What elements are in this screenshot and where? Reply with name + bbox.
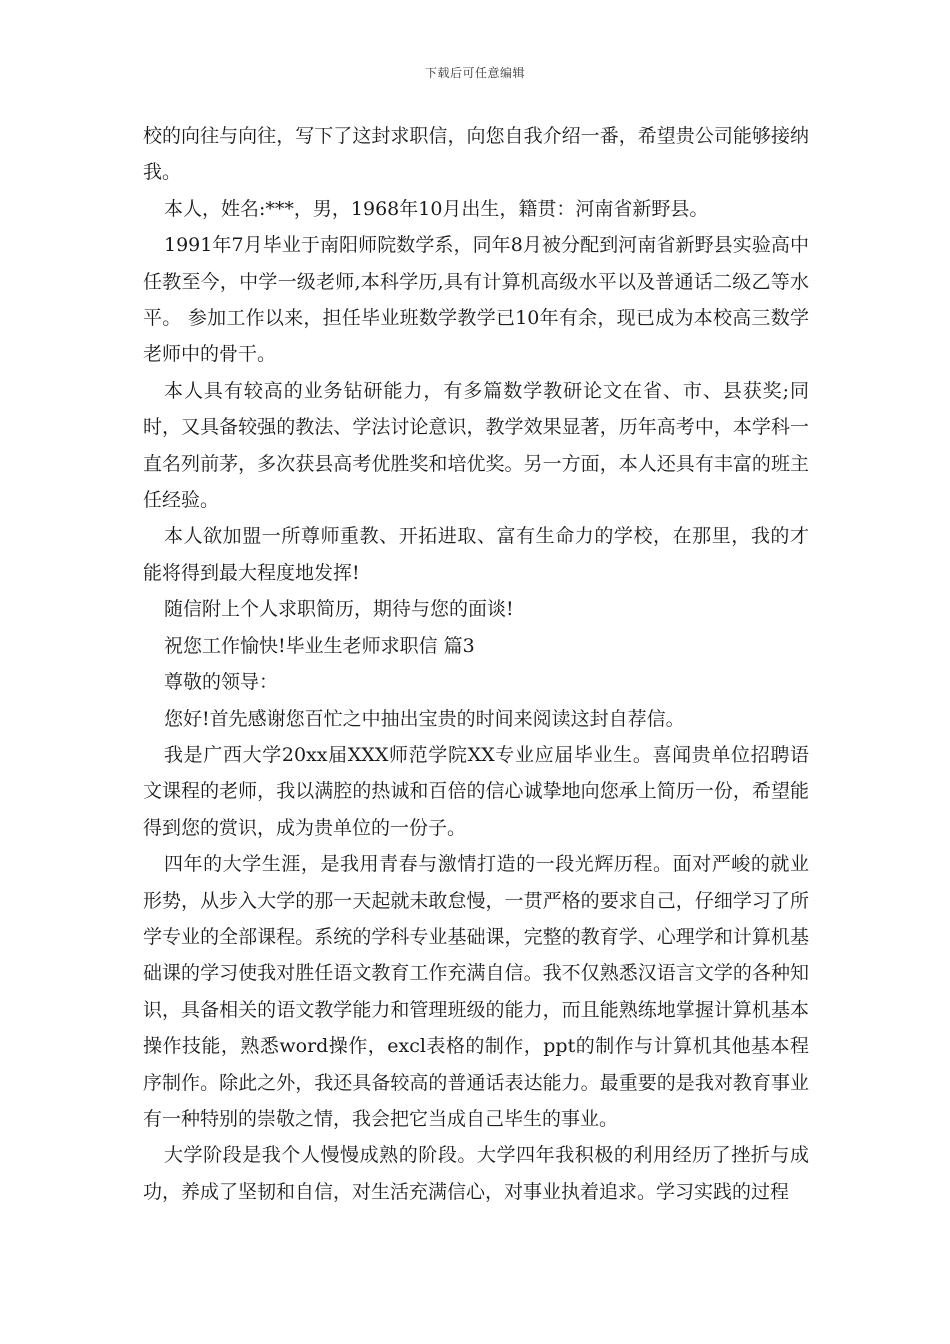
paragraph-growth: 大学阶段是我个人慢慢成熟的阶段。大学四年我积极的利用经历了挫折与成功，养成了坚韧和自信，对生活充满信心，对事业执着追求。学习实践的过程 — [143, 1144, 809, 1203]
section-heading: 祝您工作愉快!毕业生老师求职信 篇3 — [164, 634, 475, 657]
paragraph-3: 1991年7月毕业于南阳师院数学系，同年8月被分配到河南省新野县实验高中任教至今，中学一级老师,本科学历,具有计算机高级水平以及普通话二级乙等水平。 参加工作以来，担任毕业班数学教学已10年有余，现已成为本校高三数学老师中的骨干。 — [143, 234, 809, 366]
greeting: 您好!首先感谢您百忙之中抽出宝贵的时间来阅读这封自荐信。 — [164, 707, 685, 730]
salutation: 尊敬的领导： — [164, 671, 279, 694]
paragraph-5: 本人欲加盟一所尊师重教、开拓进取、富有生命力的学校，在那里，我的才能将得到最大程度地发挥! — [143, 525, 809, 584]
paragraph-4: 本人具有较高的业务钻研能力，有多篇数学教研论文在省、市、县获奖;同时，又具备较强的教法、学法讨论意识，教学效果显著，历年高考中，本学科一直名列前茅，多次获县高考优胜奖和培优奖。另一方面，本人还具有丰富的班主任经验。 — [143, 379, 809, 512]
page-header-note: 下载后可任意编辑 — [424, 66, 525, 80]
paragraph-1: 校的向往与向往，写下了这封求职信，向您自我介绍一番，希望贵公司能够接纳我。 — [143, 125, 809, 184]
paragraph-6: 随信附上个人求职简历，期待与您的面谈! — [164, 598, 514, 621]
letter-body — [143, 118, 809, 1210]
paragraph-introduction: 我是广西大学20xx届XXX师范学院XX专业应届毕业生。喜闻贵单位招聘语文课程的老师，我以满腔的热诚和百倍的信心诚挚地向您承上简历一份，希望能得到您的赏识，成为贵单位的一份子。 — [143, 743, 809, 839]
paragraph-university: 四年的大学生涯，是我用青春与激情打造的一段光辉历程。面对严峻的就业形势，从步入大学的那一天起就未敢怠慢，一贯严格的要求自己，仔细学习了所学专业的全部课程。系统的学科专业基础课，完整的教育学、心理学和计算机基础课的学习使我对胜任语文教育工作充满自信。我不仅熟悉汉语言文学的各种知识，具备相关的语文教学能力和管理班级的能力，而且能熟练地掌握计算机基本操作技能，熟悉word操作，excl表格的制作，ppt的制作与计算机其他基本程序制作。除此之外，我还具备较高的普通话表达能力。最重要的是我对教育事业有一种特别的崇敬之情，我会把它当成自己毕生的事业。 — [143, 853, 809, 1130]
paragraph-2: 本人，姓名:***，男，1968年10月出生，籍贯：河南省新野县。 — [164, 197, 709, 220]
